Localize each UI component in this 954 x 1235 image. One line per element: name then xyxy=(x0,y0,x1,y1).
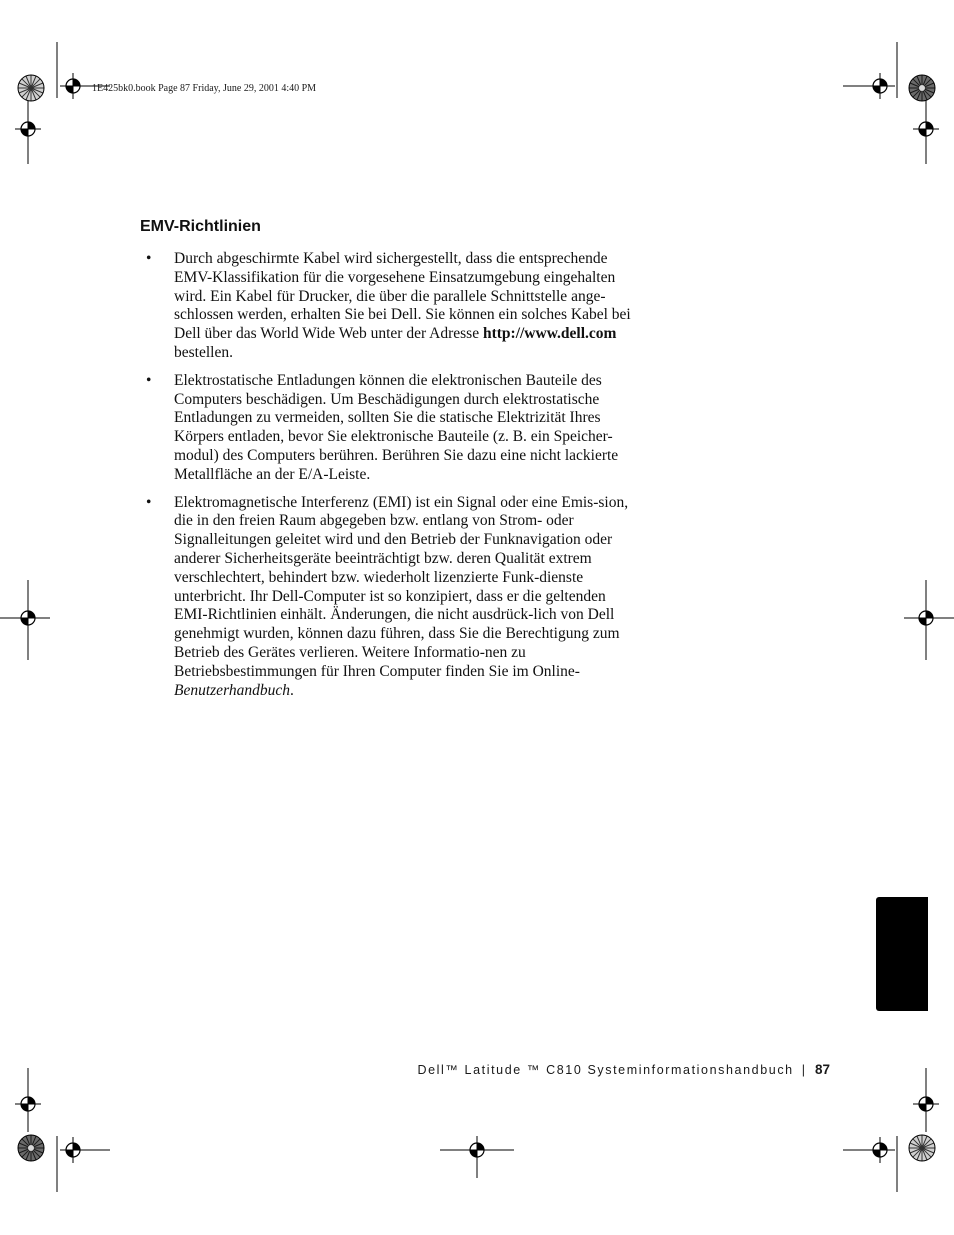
bullet-icon: • xyxy=(146,250,152,267)
footer-title: Dell™ Latitude ™ C810 Systeminformationshandbuch xyxy=(417,1063,794,1077)
page-number: 87 xyxy=(814,1062,830,1077)
chapter-thumb-tab xyxy=(876,897,928,1011)
user-guide-title: Benutzerhandbuch xyxy=(174,681,290,699)
list-item xyxy=(140,372,640,485)
item-text: Elektromagnetische Interferenz (EMI) ist ein Signal oder eine Emis-sion, die in den freien Raum abgegeben bzw. entlang von Strom- oder Signalleitungen geleitet wird und den Betrieb der Funknavigation oder anderer Sicherheitsgeräte beeinträchtigt bzw. deren Qualität extrem verschlechtert, behindert bzw. wiederholt lizenzierte Funk-dienste unterbricht. Ihr Dell-Computer ist so konzipiert, dass er die geltenden EMI-Richtlinien einhält. Änderungen, die nicht ausdrück-lich von Dell genehmigt wurden, können dazu führen, dass Sie die Berechtigung zum Betrieb des Gerätes verlieren. Weitere Informatio-nen zu Betriebsbestimmungen für Ihren Computer finden Sie im Online- xyxy=(174,493,629,680)
dell-website-link[interactable]: http://www.dell.com xyxy=(482,325,617,343)
bullet-icon: • xyxy=(146,371,152,389)
bullet-icon: • xyxy=(146,493,152,511)
footer-separator: | xyxy=(801,1063,805,1077)
page-footer xyxy=(417,1062,830,1077)
print-header-file-info: 1E425bk0.book Page 87 Friday, June 29, 2001 4:40 PM xyxy=(92,83,317,94)
item-text-end: bestellen. xyxy=(174,343,233,361)
list-item xyxy=(140,494,640,701)
item-text: Elektrostatische Entladungen können die elektronischen Bauteile des Computers beschädigen. Um Beschädigungen durch elektrostatische Entladungen zu vermeiden, sollten Sie die statische Elektrizität Ihres Körpers entladen, bevor Sie elektronische Bauteile (z. B. ein Speicher-modul) des Computers berühren. Berühren Sie dazu eine nicht lackierte Metallfläche an der E/A-Leiste. xyxy=(174,371,619,483)
guidelines-list xyxy=(140,250,640,709)
section-heading: EMV-Richtlinien xyxy=(140,218,261,235)
list-item xyxy=(140,250,640,363)
item-text: Durch abgeschirmte Kabel wird sichergestellt, dass die entsprechende EMV-Klassifikation für die vorgesehene Einsatzumgebung eingehalten wird. Ein Kabel für Drucker, die über die parallele Schnittstelle ange-schlossen werden, erhalten Sie bei Dell. Sie können ein solches Kabel bei Dell über das World Wide Web unter der Adresse xyxy=(174,250,631,343)
item-text-end: . xyxy=(289,681,294,699)
